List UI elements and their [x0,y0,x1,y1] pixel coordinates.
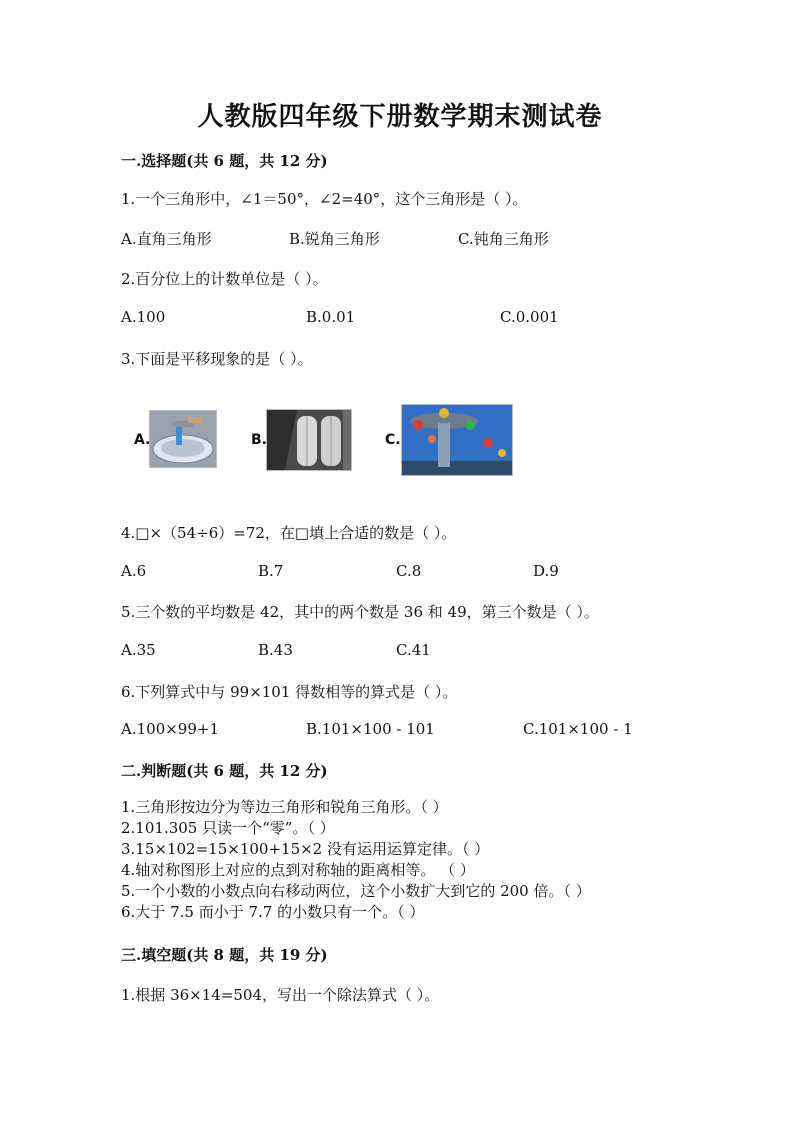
option-1-5-b: B.43 [258,641,293,659]
image-label-a: A. [134,432,151,448]
option-1-5-a: A.35 [121,641,156,659]
section-3-heading: 三.填空题(共 8 题，共 19 分) [121,946,328,964]
option-1-2-c: C.0.001 [500,308,559,326]
question-1-2: 2.百分位上的计数单位是（ ）。 [121,270,328,288]
judge-item-2: 2.101.305 只读一个“零”。（ ） [121,819,335,837]
section-2-heading: 二.判断题(共 6 题，共 12 分) [121,762,328,780]
question-1-4: 4.□×（54÷6）=72，在□填上合适的数是（ ）。 [121,524,457,542]
option-1-2-a: A.100 [121,308,166,326]
option-1-4-a: A.6 [121,562,147,580]
question-1-3: 3.下面是平移现象的是（ ）。 [121,350,313,368]
option-1-1-b: B.锐角三角形 [289,230,380,248]
question-1-1: 1.一个三角形中，∠1＝50°，∠2=40°，这个三角形是（ ）。 [121,190,528,208]
option-1-5-c: C.41 [396,641,431,659]
judge-item-6: 6.大于 7.5 而小于 7.7 的小数只有一个。（ ） [121,903,425,921]
page-title: 人教版四年级下册数学期末测试卷 [197,102,603,132]
option-1-6-b: B.101×100 - 101 [306,720,435,738]
judge-item-5: 5.一个小数的小数点向右移动两位，这个小数扩大到它的 200 倍。（ ） [121,882,591,900]
option-1-2-b: B.0.01 [306,308,356,326]
option-1-4-d: D.9 [533,562,559,580]
section-1-heading: 一.选择题(共 6 题，共 12 分) [121,152,328,170]
faucet-sink-image [149,410,217,468]
option-1-6-c: C.101×100 - 1 [523,720,633,738]
judge-item-4: 4.轴对称图形上对应的点到对称轴的距离相等。 （ ） [121,861,475,879]
option-1-4-c: C.8 [396,562,422,580]
question-1-5: 5.三个数的平均数是 42，其中的两个数是 36 和 49，第三个数是（ ）。 [121,603,599,621]
image-label-b: B. [251,432,267,448]
option-1-1-c: C.钝角三角形 [458,230,549,248]
option-1-6-a: A.100×99+1 [121,720,219,738]
question-3-1: 1.根据 36×14=504，写出一个除法算式（ ）。 [121,986,440,1004]
elevator-image [266,409,352,471]
judge-item-1: 1.三角形按边分为等边三角形和锐角三角形。（ ） [121,798,448,816]
option-1-4-b: B.7 [258,562,284,580]
option-1-1-a: A.直角三角形 [121,230,212,248]
question-1-6: 6.下列算式中与 99×101 得数相等的算式是（ ）。 [121,683,458,701]
judge-item-3: 3.15×102=15×100+15×2 没有运用运算定律。（ ） [121,840,490,858]
swing-ride-image [401,404,513,476]
image-label-c: C. [385,432,401,448]
